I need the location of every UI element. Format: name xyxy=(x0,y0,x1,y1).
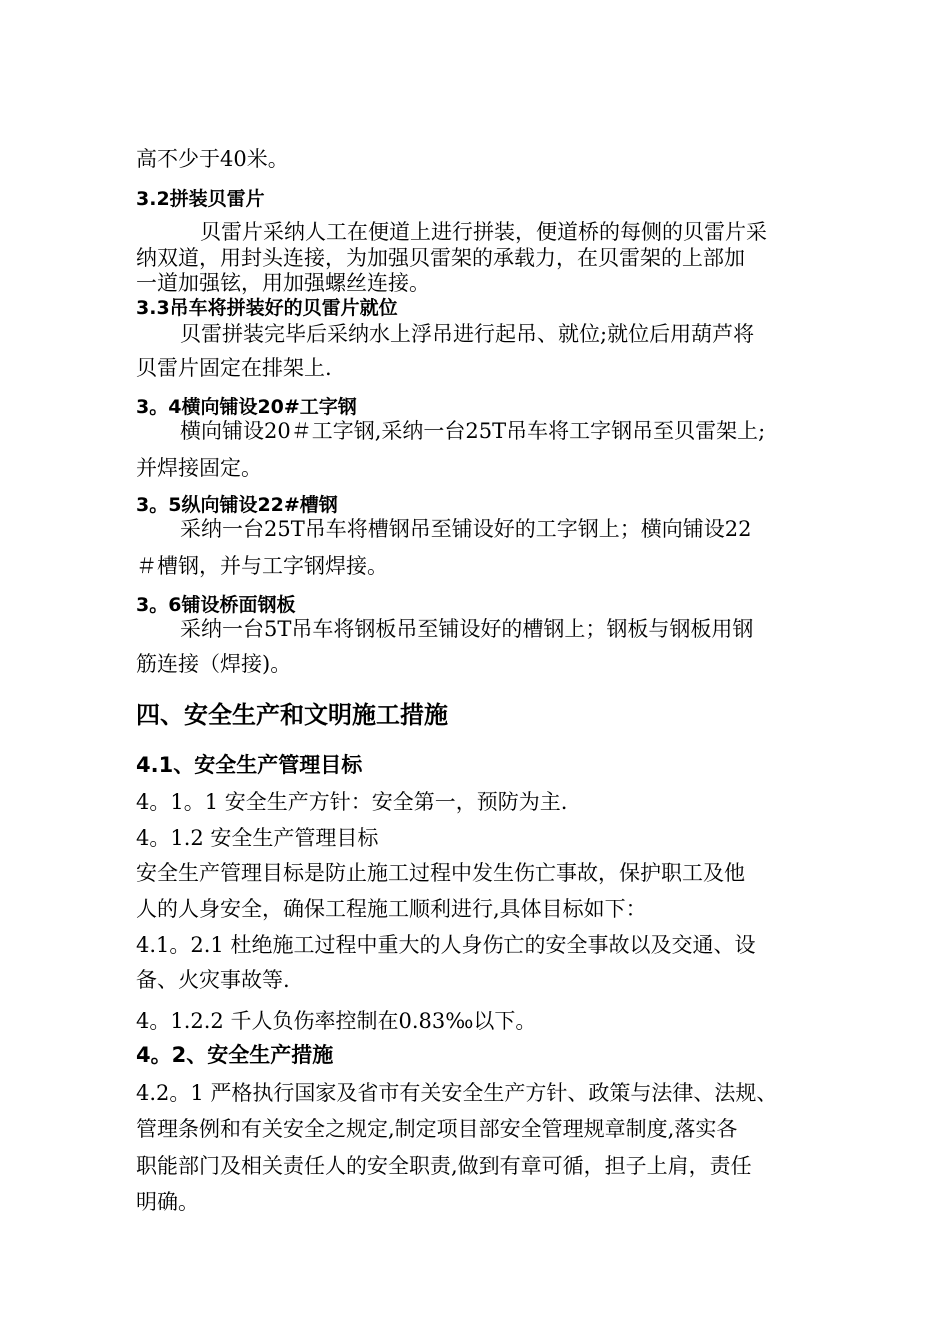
chapter-heading-4: 四、安全生产和文明施工措施 xyxy=(136,701,448,729)
body-text-line: 高不少于40米。 xyxy=(136,147,289,171)
body-text-line: 职能部门及相关责任人的安全职责,做到有章可循，担子上肩，责任 xyxy=(136,1154,752,1178)
section-heading-3-6: 3。6铺设桥面钢板 xyxy=(136,594,296,616)
body-text-line: 一道加强铉，用加强螺丝连接。 xyxy=(136,271,430,295)
body-text-line: 贝雷片固定在排架上. xyxy=(136,356,332,380)
body-text-line: 备、火灾事故等. xyxy=(136,968,290,992)
section-heading-4-2: 4。2、安全生产措施 xyxy=(136,1043,334,1067)
body-text-line: 贝雷拼装完毕后采纳水上浮吊进行起吊、就位;就位后用葫芦将 xyxy=(180,322,755,346)
section-heading-3-3: 3.3吊车将拼装好的贝雷片就位 xyxy=(136,297,398,319)
body-text-line: 纳双道，用封头连接，为加强贝雷架的承载力，在贝雷架的上部加 xyxy=(136,246,745,270)
section-heading-4-1: 4.1、安全生产管理目标 xyxy=(136,753,363,777)
body-text-line: 明确。 xyxy=(136,1190,199,1214)
body-text-line: 筋连接（焊接)。 xyxy=(136,652,292,676)
body-text-line: 贝雷片采纳人工在便道上进行拼装，便道桥的每侧的贝雷片采 xyxy=(200,220,767,244)
body-text-line: 4.1。2.1 杜绝施工过程中重大的人身伤亡的安全事故以及交通、设 xyxy=(136,933,756,957)
body-text-line: 采纳一台5T吊车将钢板吊至铺设好的槽钢上；钢板与钢板用钢 xyxy=(180,617,754,641)
body-text-line: 采纳一台25T吊车将槽钢吊至铺设好的工字钢上；横向铺设22 xyxy=(180,517,752,541)
body-text-line: 横向铺设20＃工字钢,采纳一台25T吊车将工字钢吊至贝雷架上; xyxy=(180,419,766,443)
body-text-line: 人的人身安全，确保工程施工顺利进行,具体目标如下： xyxy=(136,897,647,921)
body-text-line: ＃槽钢，并与工字钢焊接。 xyxy=(136,554,388,578)
body-text-line: 管理条例和有关安全之规定,制定项目部安全管理规章制度,落实各 xyxy=(136,1117,738,1141)
body-text-line: 4。1.2.2 千人负伤率控制在0.83‰以下。 xyxy=(136,1009,537,1033)
body-text-line: 4.2。1 严格执行国家及省市有关安全生产方针、政策与法律、法规、 xyxy=(136,1081,778,1105)
body-text-line: 并焊接固定。 xyxy=(136,456,262,480)
body-text-line: 4。1.2 安全生产管理目标 xyxy=(136,826,379,850)
section-heading-3-4: 3。4横向铺设20#工字钢 xyxy=(136,396,357,418)
section-heading-3-2: 3.2拼装贝雷片 xyxy=(136,188,265,210)
section-heading-3-5: 3。5纵向铺设22#槽钢 xyxy=(136,494,338,516)
body-text-line: 安全生产管理目标是防止施工过程中发生伤亡事故，保护职工及他 xyxy=(136,861,745,885)
body-text-line: 4。1。1 安全生产方针：安全第一，预防为主. xyxy=(136,790,568,814)
